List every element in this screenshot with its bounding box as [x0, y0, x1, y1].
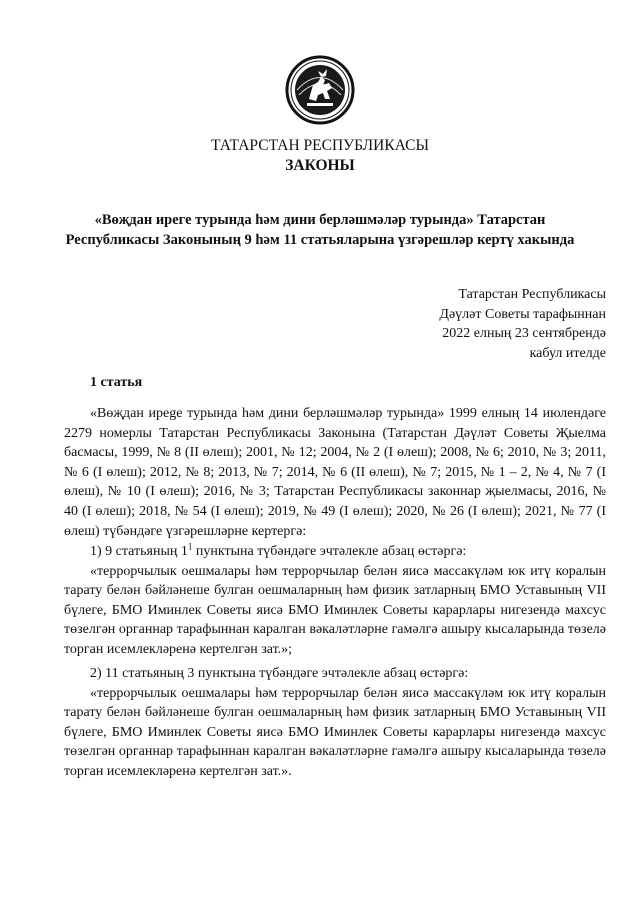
header-law: ЗАКОНЫ — [285, 157, 355, 174]
article-intro-block — [64, 404, 606, 541]
adoption-line: Дәүләт Советы тарафыннан — [439, 306, 606, 322]
header-republic: ТАТАРСТАН РЕСПУБЛИКАСЫ — [211, 137, 429, 154]
item-1-block — [64, 542, 606, 660]
law-title-line: Республикасы Законының 9 һәм 11 статьяларына үзгәрешләр кертү хакында — [65, 232, 575, 248]
law-title-line: «Вөҗдан иреге турында һәм дини берләшмәләр турында» Татарстан — [94, 212, 546, 228]
article-heading: 1 статья — [90, 375, 143, 390]
item-1-superscript: 1 — [187, 541, 193, 552]
adoption-line: Татарстан Республикасы — [458, 287, 606, 302]
item-1-suffix: пунктына түбәндәге эчтәлекле абзац өстәргә: — [192, 544, 467, 559]
tatarstan-coat-of-arms-icon — [285, 55, 355, 125]
item-2-text: «террорчылык оешмалары һәм террорчылар белән яисә массакүләм юк итү коралын тарату белән бәйләнеше булган оешмаларның һәм физик затларның БМО Уставының VII бүлеге, БМО Иминлек Советы яисә БМО Иминлек Советы карарлары нигезендә махсус төзелгән органнар тарафыннан каралган вәкаләтләрне гамәлгә ашыру кысаларында төзелә торган исемлекләренә кертелгән зат.». — [64, 685, 606, 779]
law-title — [40, 210, 600, 250]
adoption-line: 2022 елның 23 сентябрендә — [442, 326, 606, 341]
adoption-line: кабул ителде — [529, 345, 606, 361]
adoption-block — [350, 285, 606, 363]
item-1-text: «террорчылык оешмалары һәм террорчылар белән яисә массакүләм юк итү коралын тарату белән бәйләнеше булган оешмаларның һәм физик затларның БМО Уставының VII бүлеге, БМО Иминлек Советы яисә БМО Иминлек Советы карарлары нигезендә махсус төзелгән органнар тарафыннан каралган вәкаләтләрне гамәлгә ашыру кысаларында төзелә торган исемлекләренә кертелгән зат.»; — [64, 563, 606, 657]
item-2-block — [64, 664, 606, 782]
article-intro: «Вөҗдан ирege турында һәм дини берләшмәләр турында» 1999 елның 14 июлендәге 2279 номерлы Татарстан Республикасы Законына (Татарстан Дәүләт Советы Җыелма басмасы, 1999, № 8 (II өлеш); 2001, № 12; 2004, № 2 (I өлеш); 2008, № 6; 2010, № 3; 2011, № 6 (I өлеш); 2012, № 8; 2013, № 7; 2014, № 6 (II өлеш), № 7; 2015, № 1 – 2, № 4, № 7 (I өлеш), № 10 (I өлеш); 2016, № 3; Татарстан Республикасы законнар җыелмасы, 2016, № 40 (I өлеш); 2018, № 54 (I өлеш); 2019, № 49 (I өлеш); 2020, № 26 (I өлеш); 2021, № 77 (I өлеш) түбәндәге үзгәрешләрне кертергә: — [64, 406, 606, 539]
item-2-heading: 2) 11 статьяның 3 пунктына түбәндәге эчтәлекле абзац өстәргә: — [90, 666, 469, 681]
item-1-heading — [64, 542, 606, 562]
item-1-prefix: 1) 9 статьяның 1 — [90, 544, 188, 559]
